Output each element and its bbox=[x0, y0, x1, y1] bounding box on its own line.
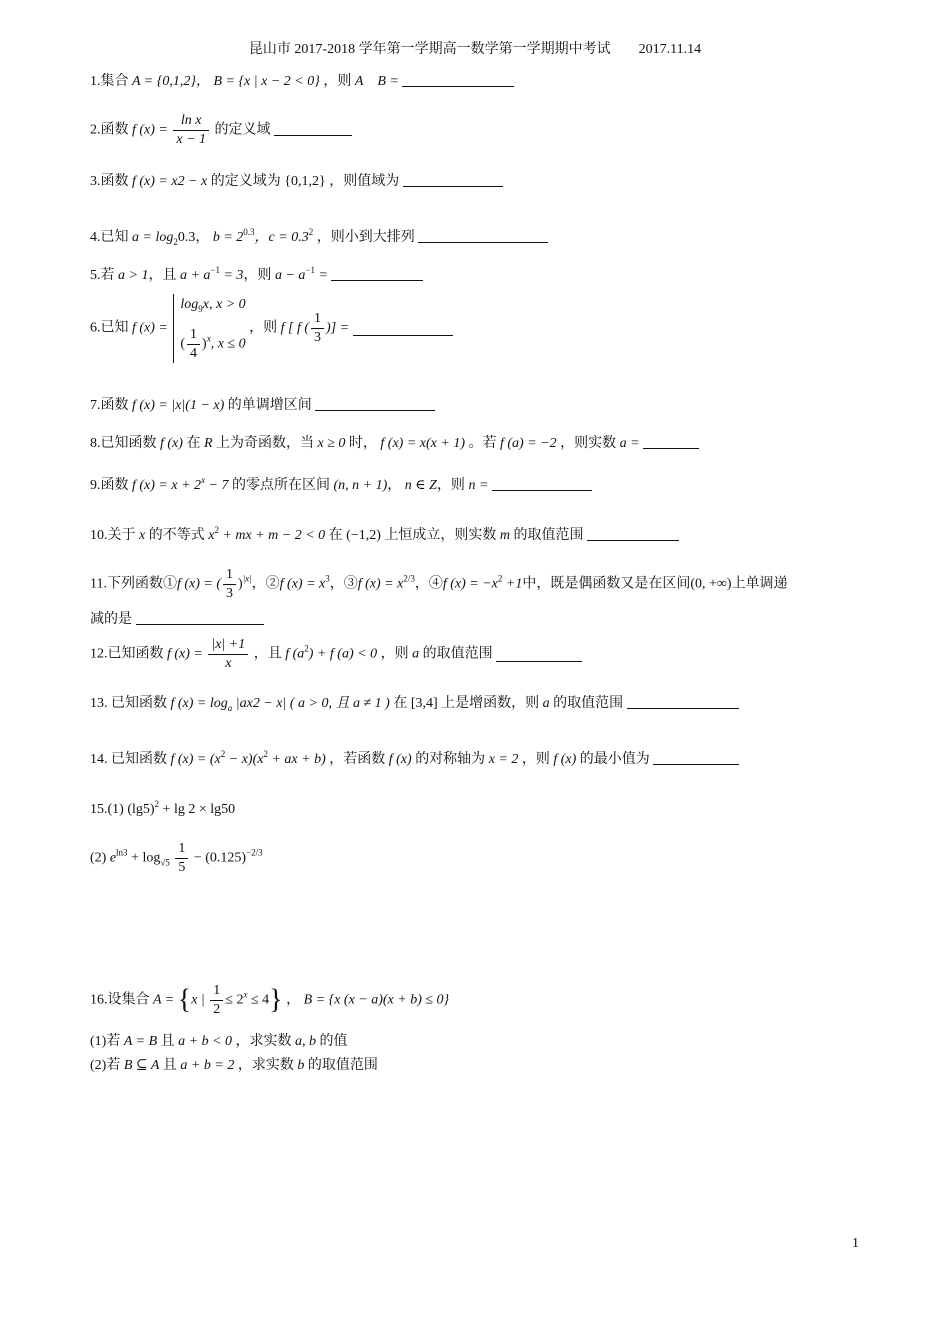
question-5: 5.若 a > 1，且 $a + a^{-1} = 3$，则 $a - a^{-1}$ = bbox=[90, 260, 423, 286]
question-4: 4.已知 $a = \log_20.3$， $b = 2^{0.3}$，$c = 0.3^2$ ，则小到大排列 bbox=[90, 222, 548, 252]
question-8: 8.已知函数 f (x) 在 R 上为奇函数，当 x ≥ 0 时， f (x) = x(x + 1) 。若 f (a) = −2 ，则实数 a = bbox=[90, 434, 699, 454]
answer-blank-7[interactable] bbox=[315, 396, 435, 411]
page-header: 昆山市 2017-2018 学年第一学期高一数学第一学期期中考试 2017.11.14 bbox=[248, 42, 702, 57]
answer-blank-8[interactable] bbox=[643, 434, 699, 449]
answer-blank-14[interactable] bbox=[653, 750, 739, 765]
answer-blank-6[interactable] bbox=[353, 321, 453, 336]
question-7: 7.函数 f (x) = |x|(1 − x) 的单调增区间 bbox=[90, 396, 435, 416]
question-11-line2: 减的是 bbox=[90, 610, 264, 630]
question-14: 14. 已知函数 f $(x) = (x^2 - x)(x^2$ + ax + b) ，若函数 f (x) 的对称轴为 x = 2 ，则 f (x) 的最小值为 bbox=[90, 744, 739, 770]
question-15-part2: (2) $e^{ln3} + \log_{√5}$ $\frac{1}{5}$ − $(0.125)^{-2/3}$ bbox=[90, 841, 263, 875]
answer-blank-11[interactable] bbox=[136, 610, 264, 625]
answer-blank-9[interactable] bbox=[492, 476, 592, 491]
question-16-part1: (1)若 A = B 且 a + b < 0 ，求实数 a, b 的值 bbox=[90, 1034, 348, 1049]
question-11: 11.下列函数①f (x) = ( $\frac{1}{3}$ )$^{|x|}$，②f $(x) = x^3$，③f $(x) = x^{2/3}$，④f $(x) = -x^2 +1$中，既是偶函数又是在区间(0, +∞)上单调递 bbox=[90, 567, 788, 601]
answer-blank-10[interactable] bbox=[587, 526, 679, 541]
question-10: 10.关于 x 的不等式 $x^2$ + mx + m − 2 < 0 在 (−1,2) 上恒成立，则实数 m 的取值范围 bbox=[90, 520, 679, 546]
answer-blank-5[interactable] bbox=[331, 266, 423, 281]
answer-blank-4[interactable] bbox=[418, 228, 548, 243]
page-number: 1 bbox=[852, 1236, 859, 1251]
answer-blank-13[interactable] bbox=[627, 694, 739, 709]
answer-blank-2[interactable] bbox=[274, 121, 352, 136]
question-1: 1.集合 A = {0,1,2}， B = {x | x − 2 < 0} ，则 A B = bbox=[90, 72, 514, 92]
answer-blank-12[interactable] bbox=[496, 647, 582, 662]
piecewise-function: $\log_9x$, x > 0 ( $\frac{1}{4}$ )$^x$, x ≤ 0 bbox=[173, 294, 245, 363]
question-15-part1: 15.(1) $(\lg 5)^2 + \lg 2 \times \lg 50$ bbox=[90, 799, 236, 817]
answer-blank-1[interactable] bbox=[402, 72, 514, 87]
question-16: 16.设集合 A = {x | $\frac{1}{2}$ ≤ $2^x \le 4$} ， B = {x (x − a)(x + b) ≤ 0} bbox=[90, 983, 450, 1017]
fraction: $\frac{\text{ln x}}{x - 1}$ bbox=[173, 112, 209, 149]
question-2: 2.函数 f (x) = $\frac{\text{ln x}}{x - 1}$ 的定义域 bbox=[90, 112, 352, 149]
question-6: 6.已知 f (x) = $\log_9x$, x > 0 ( $\frac{1}{4}$ )$^x$, x ≤ 0 ，则 f [ f ( $\frac{1}{3}$ )] = bbox=[90, 294, 453, 363]
question-16-part2: (2)若 B ⊆ A 且 a + b = 2 ，求实数 b 的取值范围 bbox=[90, 1058, 378, 1073]
question-12: 12.已知函数 f (x) = $\frac{|x| +1}{x}$ ，且 f $(a^2) + f$ (a) < 0 ，则 a 的取值范围 bbox=[90, 636, 582, 673]
answer-blank-3[interactable] bbox=[403, 172, 503, 187]
question-9: 9.函数 f $(x) = x + 2^x - 7$ 的零点所在区间 (n, n + 1)， n ∈ Z，则 n = bbox=[90, 470, 592, 496]
question-13: 13. 已知函数 f $(x) = \log_a |ax2 - x|$ ( a > 0, 且 a ≠ 1 ) 在 [3,4] 上是增函数，则 a 的取值范围 bbox=[90, 694, 739, 718]
question-3: 3.函数 f (x) = x2 − x 的定义域为 {0,1,2} ，则值域为 bbox=[90, 172, 503, 192]
